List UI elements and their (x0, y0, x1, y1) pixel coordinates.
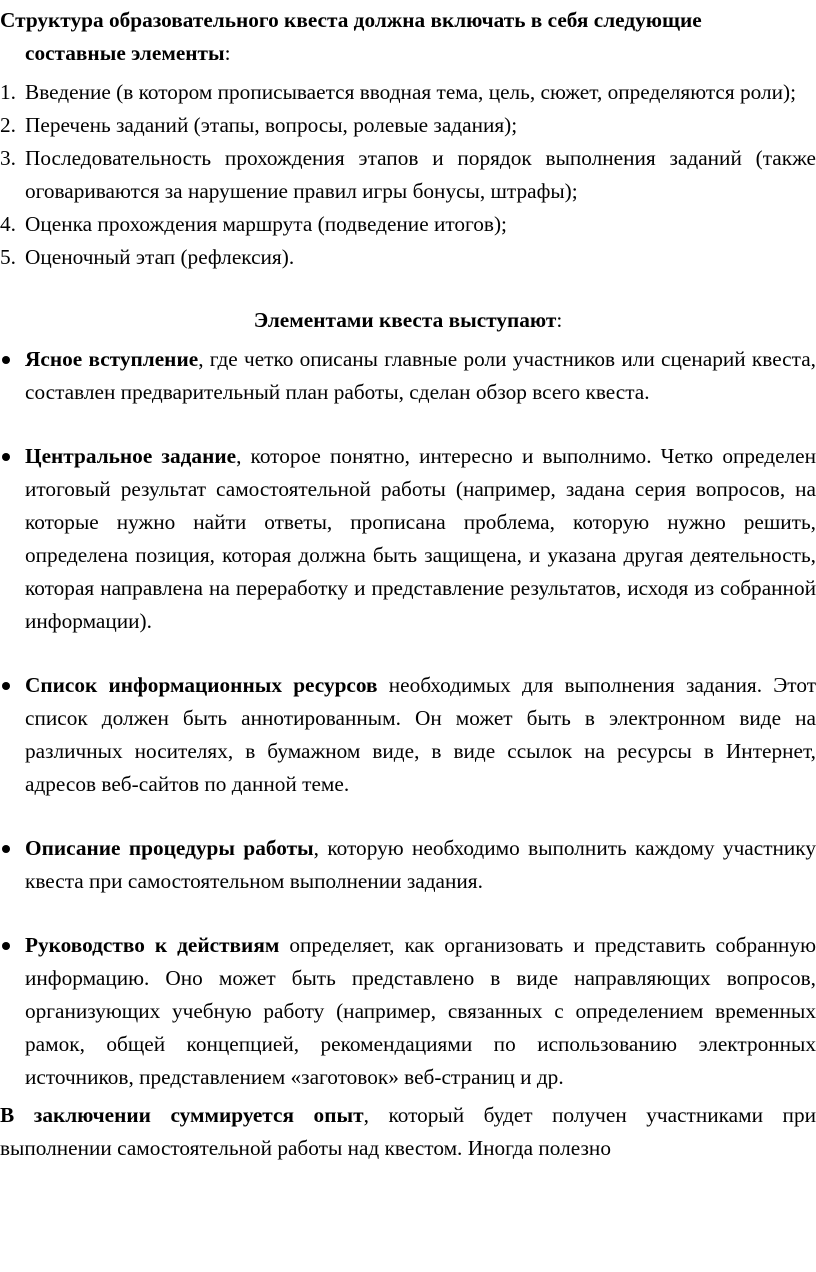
bullet-icon (2, 942, 10, 950)
structure-heading-bold-1: Структура образовательного квеста должна включать в себя следующие (0, 8, 702, 32)
conclusion-paragraph (0, 1099, 816, 1165)
structure-item-text: Последовательность прохождения этапов и порядок выполнения заданий (также оговариваются за нарушение правил игры бонусы, штрафы); (25, 146, 816, 203)
structure-item-number: 5. (0, 245, 16, 269)
structure-item-text: Оценка прохождения маршрута (подведение итогов); (25, 212, 507, 236)
elements-title-bold: Элементами квеста выступают (253, 308, 557, 332)
structure-heading-suffix: : (224, 41, 231, 65)
elements-item (0, 832, 816, 898)
elements-item-bold: Центральное задание (25, 444, 237, 468)
elements-item (0, 343, 816, 409)
structure-list (0, 76, 816, 274)
structure-item (0, 109, 816, 142)
elements-title (0, 304, 816, 337)
structure-item-text: Перечень заданий (этапы, вопросы, ролевые задания); (25, 113, 518, 137)
elements-item-text: определяет, как организовать и представить собранную информацию. Оно может быть представлено в виде направляющих вопросов, организующих учебную работу (например, связанных с определением временных рамок, общей концепцией, рекомендациями по использованию электронных источников, представлением «заготовок» веб-страниц и др. (25, 933, 816, 1089)
elements-item-bold: Ясное вступление (25, 347, 199, 371)
elements-item-bold: Список информационных ресурсов (25, 673, 378, 697)
elements-item-text: , которое понятно, интересно и выполнимо. Четко определен итоговый результат самостоятельной работы (например, задана серия вопросов, на которые нужно найти ответы, прописана проблема, которую нужно решить, определена позиция, которая должна быть защищена, и указана другая деятельность, которая направлена на переработку и представление результатов, исходя из собранной информации). (25, 444, 816, 633)
structure-item-number: 2. (0, 113, 16, 137)
structure-item-number: 1. (0, 80, 16, 104)
elements-list (0, 343, 816, 1094)
elements-title-suffix: : (556, 308, 563, 332)
structure-item-text: Оценочный этап (рефлексия). (25, 245, 295, 269)
conclusion-text: , который будет получен участниками при выполнении самостоятельной работы над квестом. Иногда полезно (0, 1103, 816, 1160)
document-page (0, 4, 816, 1165)
conclusion-bold: В заключении суммируется опыт (0, 1103, 364, 1127)
bullet-icon (2, 356, 10, 364)
bullet-icon (2, 453, 10, 461)
structure-item (0, 241, 816, 274)
elements-item-text: , которую необходимо выполнить каждому участнику квеста при самостоятельном выполнении задания. (25, 836, 816, 893)
elements-item (0, 669, 816, 801)
elements-item-bold: Описание процедуры работы (25, 836, 314, 860)
elements-item-text: необходимых для выполнения задания. Этот список должен быть аннотированным. Он может быть в электронном виде на различных носителях, в бумажном виде, в виде ссылок на ресурсы в Интернет, адресов веб-сайтов по данной теме. (25, 673, 816, 796)
structure-item-number: 4. (0, 212, 16, 236)
elements-item-bold: Руководство к действиям (25, 933, 280, 957)
bullet-icon (2, 845, 10, 853)
structure-item-text: Введение (в котором прописывается вводная тема, цель, сюжет, определяются роли); (25, 80, 797, 104)
structure-item (0, 142, 816, 208)
structure-item-number: 3. (0, 146, 16, 170)
structure-item (0, 76, 816, 109)
elements-item (0, 440, 816, 638)
structure-heading-bold-2: составные элементы (25, 41, 225, 65)
structure-item (0, 208, 816, 241)
elements-item (0, 929, 816, 1094)
bullet-icon (2, 682, 10, 690)
elements-item-text: , где четко описаны главные роли участников или сценарий квеста, составлен предварительный план работы, сделан обзор всего квеста. (25, 347, 816, 404)
structure-heading (0, 4, 816, 70)
